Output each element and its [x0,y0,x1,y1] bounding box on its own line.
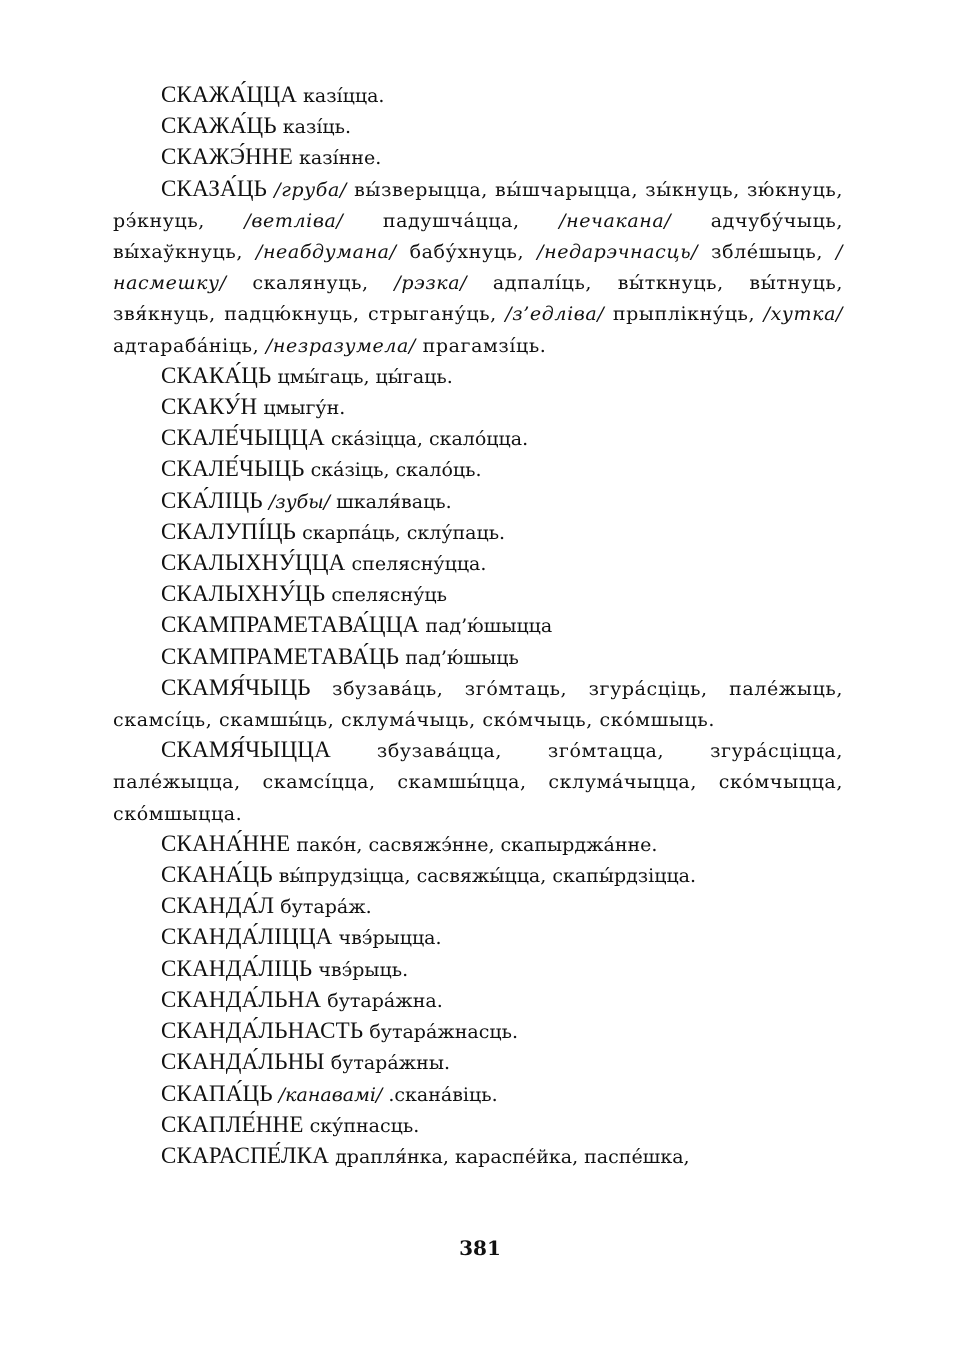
headword: СКАНА́ЦЬ [161,862,273,888]
headword: СКАНА́ННЕ [161,830,291,856]
usage-note: /канавамі/ [272,1083,389,1106]
usage-note: /рэзка/ [394,272,493,295]
headword: СКАНДА́ЛЬНА [161,986,322,1012]
headword: СКАКУ́Н [161,394,258,420]
synonyms: чвэ́рыцца. [332,927,442,950]
dictionary-entry [113,1079,843,1110]
dictionary-entry [113,486,843,517]
page-number: 381 [459,1236,501,1260]
dictionary-entry [113,174,843,361]
dictionary-entry [113,860,843,891]
usage-note: /зубы/ [262,490,337,513]
usage-note: /хутка/ [763,303,843,326]
dictionary-entry [113,142,843,173]
headword: СКА́ЛІЦЬ [161,487,263,513]
synonyms: бутара́ж. [274,896,372,919]
synonyms: вы́прудзіцца, сасвяжы́цца, скапы́рдзіцца. [272,865,697,888]
synonyms: адтараба́ніць, [113,334,266,357]
headword: СКАПА́ЦЬ [161,1080,273,1106]
headword: СКАЛУПІ́ЦЬ [161,518,297,544]
synonyms: цмы́гаць, цы́гаць. [271,365,453,388]
synonyms: ска́зіць, скало́ць. [304,459,482,482]
headword: СКАЗА́ЦЬ [161,175,268,201]
synonyms: збузава́ць, зго́мтаць, згура́сціць, пале́жыць, скамсі́ць, скамшы́ць, склума́чыць, ско́мчыць, ско́мшыць. [113,677,843,732]
usage-note: /з’едліва/ [505,303,613,326]
synonyms: адпалі́ць, вы́ткнуць, вы́тнуць, звя́кнуць, падцю́кнуць, стрыгану́ць, [113,272,843,326]
dictionary-entry [113,922,843,953]
dictionary-entry [113,392,843,423]
headword: СКАРАСПЕ́ЛКА [161,1142,330,1168]
headword: СКАМПРАМЕТАВА́ЦЬ [161,643,400,669]
dictionary-entry [113,1110,843,1141]
synonyms: пад’ю́шыцца [419,615,553,638]
synonyms: падушча́цца, [382,209,560,232]
usage-note: /ветліва/ [244,209,383,232]
headword: СКАНДА́ЛЬНАСТЬ [161,1018,364,1044]
dictionary-entry [113,517,843,548]
usage-note: /нечакана/ [559,209,711,232]
synonyms: адчубу́чыць, вы́хаўкнуць, [113,209,843,264]
dictionary-entry [113,673,843,735]
synonyms: казі́нне. [292,147,382,170]
usage-note: /недарэчнасць/ [537,241,712,264]
synonyms: .скана́віць. [388,1083,498,1106]
dictionary-entry [113,361,843,392]
headword: СКАМПРАМЕТАВА́ЦЦА [161,612,420,638]
dictionary-entry [113,610,843,641]
synonyms: прыплікну́ць, [612,303,764,326]
synonyms: спелясну́ць [325,584,447,607]
headword: СКАЛЫХНУ́ЦЬ [161,581,326,607]
dictionary-entry [113,80,843,111]
headword: СКАЛЕ́ЧЫЦЬ [161,456,305,482]
synonyms: чвэ́рыць. [312,958,409,981]
synonyms: збле́шыць, [711,241,836,264]
headword: СКАНДА́ЛЬНЫ [161,1049,325,1075]
synonyms: пако́н, сасвяжэ́нне, скапырджа́нне. [290,833,658,856]
synonyms: бутара́жна. [321,989,443,1012]
synonyms: ска́зіцца, скало́цца. [324,428,529,451]
synonyms: збузава́цца, зго́мтацца, згура́сціцца, пале́жыцца, скамсі́цца, скамшы́цца, склума́чыцца, ско́мчыцца, ско́мшыцца. [113,740,843,825]
synonyms: прагамзі́ць. [422,334,547,357]
synonyms: казі́ць. [276,116,352,139]
synonyms: бутара́жны. [324,1052,450,1075]
headword: СКАМЯ́ЧЫЦЬ [161,674,311,700]
headword: СКАКА́ЦЬ [161,362,272,388]
dictionary-entry [113,454,843,485]
headword: СКАЛЫХНУ́ЦЦА [161,550,346,576]
synonyms: казі́цца. [296,85,385,107]
dictionary-entry [113,891,843,922]
headword: СКАНДА́Л [161,893,275,919]
headword: СКАНДА́ЛІЦЦА [161,924,333,950]
dictionary-entry [113,642,843,673]
synonyms: спелясну́цца. [345,553,487,576]
usage-note: /неабдумана/ [255,241,410,264]
dictionary-entry [113,1016,843,1047]
headword: СКАЖЭ́ННЕ [161,144,293,170]
dictionary-entry [113,954,843,985]
synonyms: скалянуць, [252,272,395,295]
synonyms: бутара́жнасць. [363,1021,518,1044]
usage-note: /груба/ [267,178,355,201]
dictionary-entry [113,579,843,610]
synonyms: скарпа́ць, склу́паць. [296,521,506,544]
headword: СКАЛЕ́ЧЫЦЦА [161,425,325,451]
dictionary-entry [113,1047,843,1078]
synonyms: бабу́хнуць, [409,241,538,264]
headword: СКАМЯ́ЧЫЦЦА [161,737,331,763]
usage-note: /насмешку/ [113,241,843,295]
dictionary-entry [113,829,843,860]
dictionary-page [113,80,843,1172]
synonyms: пад’ю́шыць [399,646,519,669]
dictionary-entry [113,735,843,829]
headword: СКАЖА́ЦЦА [161,82,297,107]
headword: СКАЖА́ЦЬ [161,113,277,139]
synonyms: цмыгу́н. [257,397,346,420]
dictionary-entry [113,423,843,454]
synonyms: шкаля́ваць. [336,490,452,513]
synonyms: драпля́нка, караспе́йка, паспе́шка, [329,1145,690,1168]
synonyms: вы́зверыцца, вы́шчарыцца, зы́кнуць, зю́кнуць, рэ́кнуць, [113,178,843,232]
dictionary-entry [113,111,843,142]
dictionary-entry [113,548,843,579]
dictionary-entry [113,1141,843,1172]
headword: СКАНДА́ЛІЦЬ [161,955,313,981]
dictionary-entry [113,985,843,1016]
headword: СКАПЛЕ́ННЕ [161,1111,304,1137]
usage-note: /незразумела/ [265,334,423,357]
synonyms: ску́пнасць. [303,1114,420,1137]
